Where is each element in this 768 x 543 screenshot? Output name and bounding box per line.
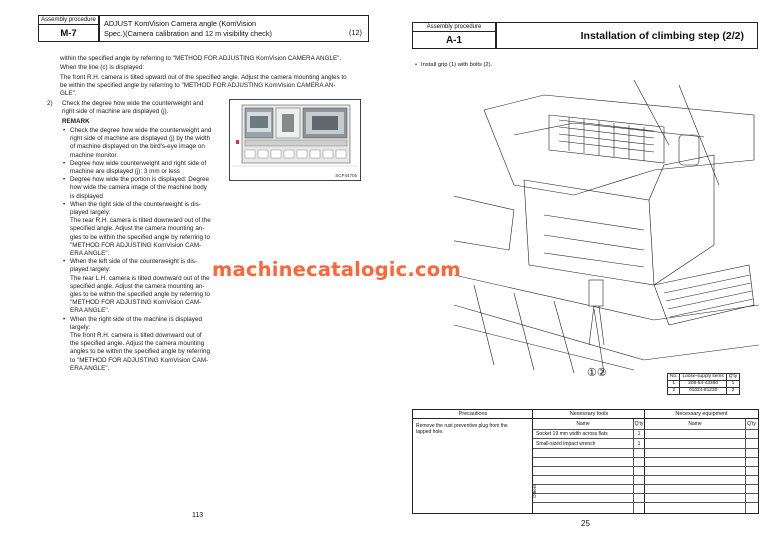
- tool-name: Small-sized impact wrench: [536, 441, 596, 447]
- intro-line-2: The front R.H. camera is tilted upward out of the specified angle. Adjust the camera mounting angles to: [60, 74, 347, 81]
- remark-bullet: • When the right side of the machine is displayed: [70, 316, 230, 324]
- remark-bullet-line: angles to be within the specified angle by referring: [70, 348, 211, 356]
- remark-bullet-line: specified angle. Adjust the camera mounting an-: [70, 225, 205, 233]
- parts-item: 01024-81230: [680, 388, 726, 395]
- install-step: • Install grip (1) with bolts (2).: [421, 62, 492, 68]
- right-header-code: A-1: [445, 35, 463, 46]
- figure-id: SCP44705: [335, 173, 357, 178]
- parts-header-qty: Q'ty: [726, 374, 739, 381]
- remark-bullet: • Degree how wide counterweight and right side of: [70, 160, 230, 168]
- right-header-title: Installation of climbing step (2/2): [496, 22, 758, 49]
- step-line-2: right side of machine are displayed (j).: [62, 108, 169, 115]
- left-page-number: 113: [192, 512, 204, 519]
- remark-label: REMARK: [62, 118, 90, 125]
- step-line-1: Check the degree how wide the counterweight and: [62, 100, 204, 107]
- grid-vrule: [633, 419, 634, 513]
- remark-bullet-line: specified angle. Adjust the camera mounting an-: [70, 282, 205, 290]
- others-label: Others: [532, 484, 537, 498]
- intro-line-4: GLE".: [60, 90, 77, 97]
- remark-bullet-line: "METHOD FOR ADJUSTING KomVision CAM-: [70, 299, 202, 307]
- loose-supply-table: [667, 373, 740, 395]
- left-header-title-line1: ADJUST KomVision Camera angle (KomVision: [104, 19, 257, 28]
- right-header-code-box: [412, 22, 496, 49]
- grid-rule: [533, 502, 758, 503]
- parts-item: 208-54-43350: [680, 381, 726, 388]
- watermark: machinecatalogic.com: [212, 258, 461, 281]
- remark-bullet-line: is displayed: [70, 192, 103, 200]
- remark-bullet-line: how wide the camera image of the machine body: [70, 184, 207, 192]
- parts-header-item: Loose-supply items: [680, 374, 726, 381]
- remark-bullet-line: The rear R.H. camera is tilted downward out of the: [70, 217, 211, 225]
- parts-header-no: No.: [668, 374, 680, 381]
- part-callout: ①②: [587, 367, 607, 379]
- tool-qty: 1: [637, 431, 641, 437]
- remark-bullet-line: to "METHOD FOR ADJUSTING KomVision CAM-: [70, 356, 209, 364]
- remark-bullet-line: gles to be within the specified angle by referring to: [70, 233, 211, 241]
- equip-name-label: Name: [688, 421, 702, 427]
- right-header-label: Assembly procedure: [413, 23, 495, 32]
- grid-vrule: [745, 419, 746, 513]
- grid-rule: [533, 475, 758, 476]
- intro-line-0: within the specified angle by referring to "METHOD FOR ADJUSTING KomVision CAMERA ANGLE".: [60, 55, 342, 62]
- remark-bullet-line: machine are displayed (j): 3 mm or less: [70, 168, 180, 175]
- grid-rule: [533, 448, 758, 449]
- grid-rule: [533, 438, 758, 439]
- step-number: 2): [47, 100, 53, 107]
- left-header-title-num: (12): [349, 28, 362, 37]
- equipment-head: Necessary equipment: [645, 410, 758, 419]
- table-row: [668, 381, 740, 388]
- grid-rule: [533, 429, 758, 430]
- tools-name-label: Name: [576, 421, 590, 427]
- remark-bullet: • When the right side of the counterweight is dis-: [70, 201, 230, 209]
- precautions-text-1: Remove the rust preventive plug from the: [416, 423, 508, 429]
- remark-bullet-line: the specified angle. Adjust the camera mounting: [70, 340, 205, 348]
- table-row: [668, 388, 740, 395]
- monitor-illustration: [230, 100, 360, 180]
- remark-bullet-line: of machine displayed on the bird's-eye image on: [70, 143, 205, 151]
- remark-bullet-line: gles to be within the specified angle by referring to: [70, 291, 211, 298]
- left-header-code: M-7: [60, 28, 77, 39]
- left-header-label: Assembly procedure: [39, 16, 98, 25]
- grid-rule: [533, 457, 758, 458]
- remark-bullet-line: played largely:: [70, 209, 111, 216]
- left-header-code-box: [38, 15, 99, 42]
- right-page-number: 25: [581, 519, 590, 528]
- tool-qty: 1: [637, 441, 641, 447]
- requirements-grid: [412, 409, 759, 514]
- parts-qty: 1: [726, 381, 739, 388]
- remark-bullet-line: machine monitor.: [70, 151, 118, 159]
- intro-line-1: When the line (c) is displayed:: [60, 64, 144, 71]
- remark-bullet-line: largely:: [70, 323, 91, 331]
- grid-rule: [533, 466, 758, 467]
- remark-bullet-line: ERA ANGLE".: [70, 364, 110, 372]
- tool-name: Socket 19 mm width across flats: [536, 431, 608, 437]
- grid-rule: [533, 484, 758, 485]
- remark-bullet-line: "METHOD FOR ADJUSTING KomVision CAM-: [70, 241, 202, 249]
- precautions-head: Precautions: [413, 410, 533, 419]
- remark-bullet: • Degree how wide the portion is displayed: Degree: [70, 176, 230, 184]
- remark-bullet-line: ERA ANGLE".: [70, 307, 110, 315]
- grid-rule: [533, 493, 758, 494]
- remark-bullet-line: right side of machine are displayed (j) by the width: [70, 135, 211, 143]
- tools-head: Necessary tools: [533, 410, 645, 419]
- remark-bullet-line: The front R.H. camera is tilted downward out of: [70, 332, 202, 339]
- remark-bullet-line: ERA ANGLE".: [70, 250, 110, 257]
- remark-bullet: • When the left side of the counterweight is dis-: [70, 258, 230, 266]
- tools-qty-label: Q'ty: [634, 421, 644, 427]
- intro-line-3: be within the specified angle by referring to "METHOD FOR ADJUSTING KomVision CAMERA AN-: [60, 82, 336, 89]
- parts-no: 1: [668, 381, 680, 388]
- parts-no: 2: [668, 388, 680, 395]
- remark-bullet-line: The rear L.H. camera is tilted downward out of the: [70, 274, 210, 282]
- left-header-title: [99, 15, 369, 42]
- camera-monitor-figure: [229, 99, 361, 181]
- parts-qty: 2: [726, 388, 739, 395]
- equip-qty-label: Q'ty: [747, 421, 756, 427]
- climbing-step-drawing: [454, 75, 759, 375]
- remark-bullet-line: played largely:: [70, 266, 111, 274]
- remark-bullet: • Check the degree how wide the counterweight and: [70, 127, 230, 135]
- left-header-title-line2: Spec.)(Camera calibration and 12 m visibility check): [104, 28, 272, 38]
- precautions-text-2: tapped hole.: [416, 429, 444, 435]
